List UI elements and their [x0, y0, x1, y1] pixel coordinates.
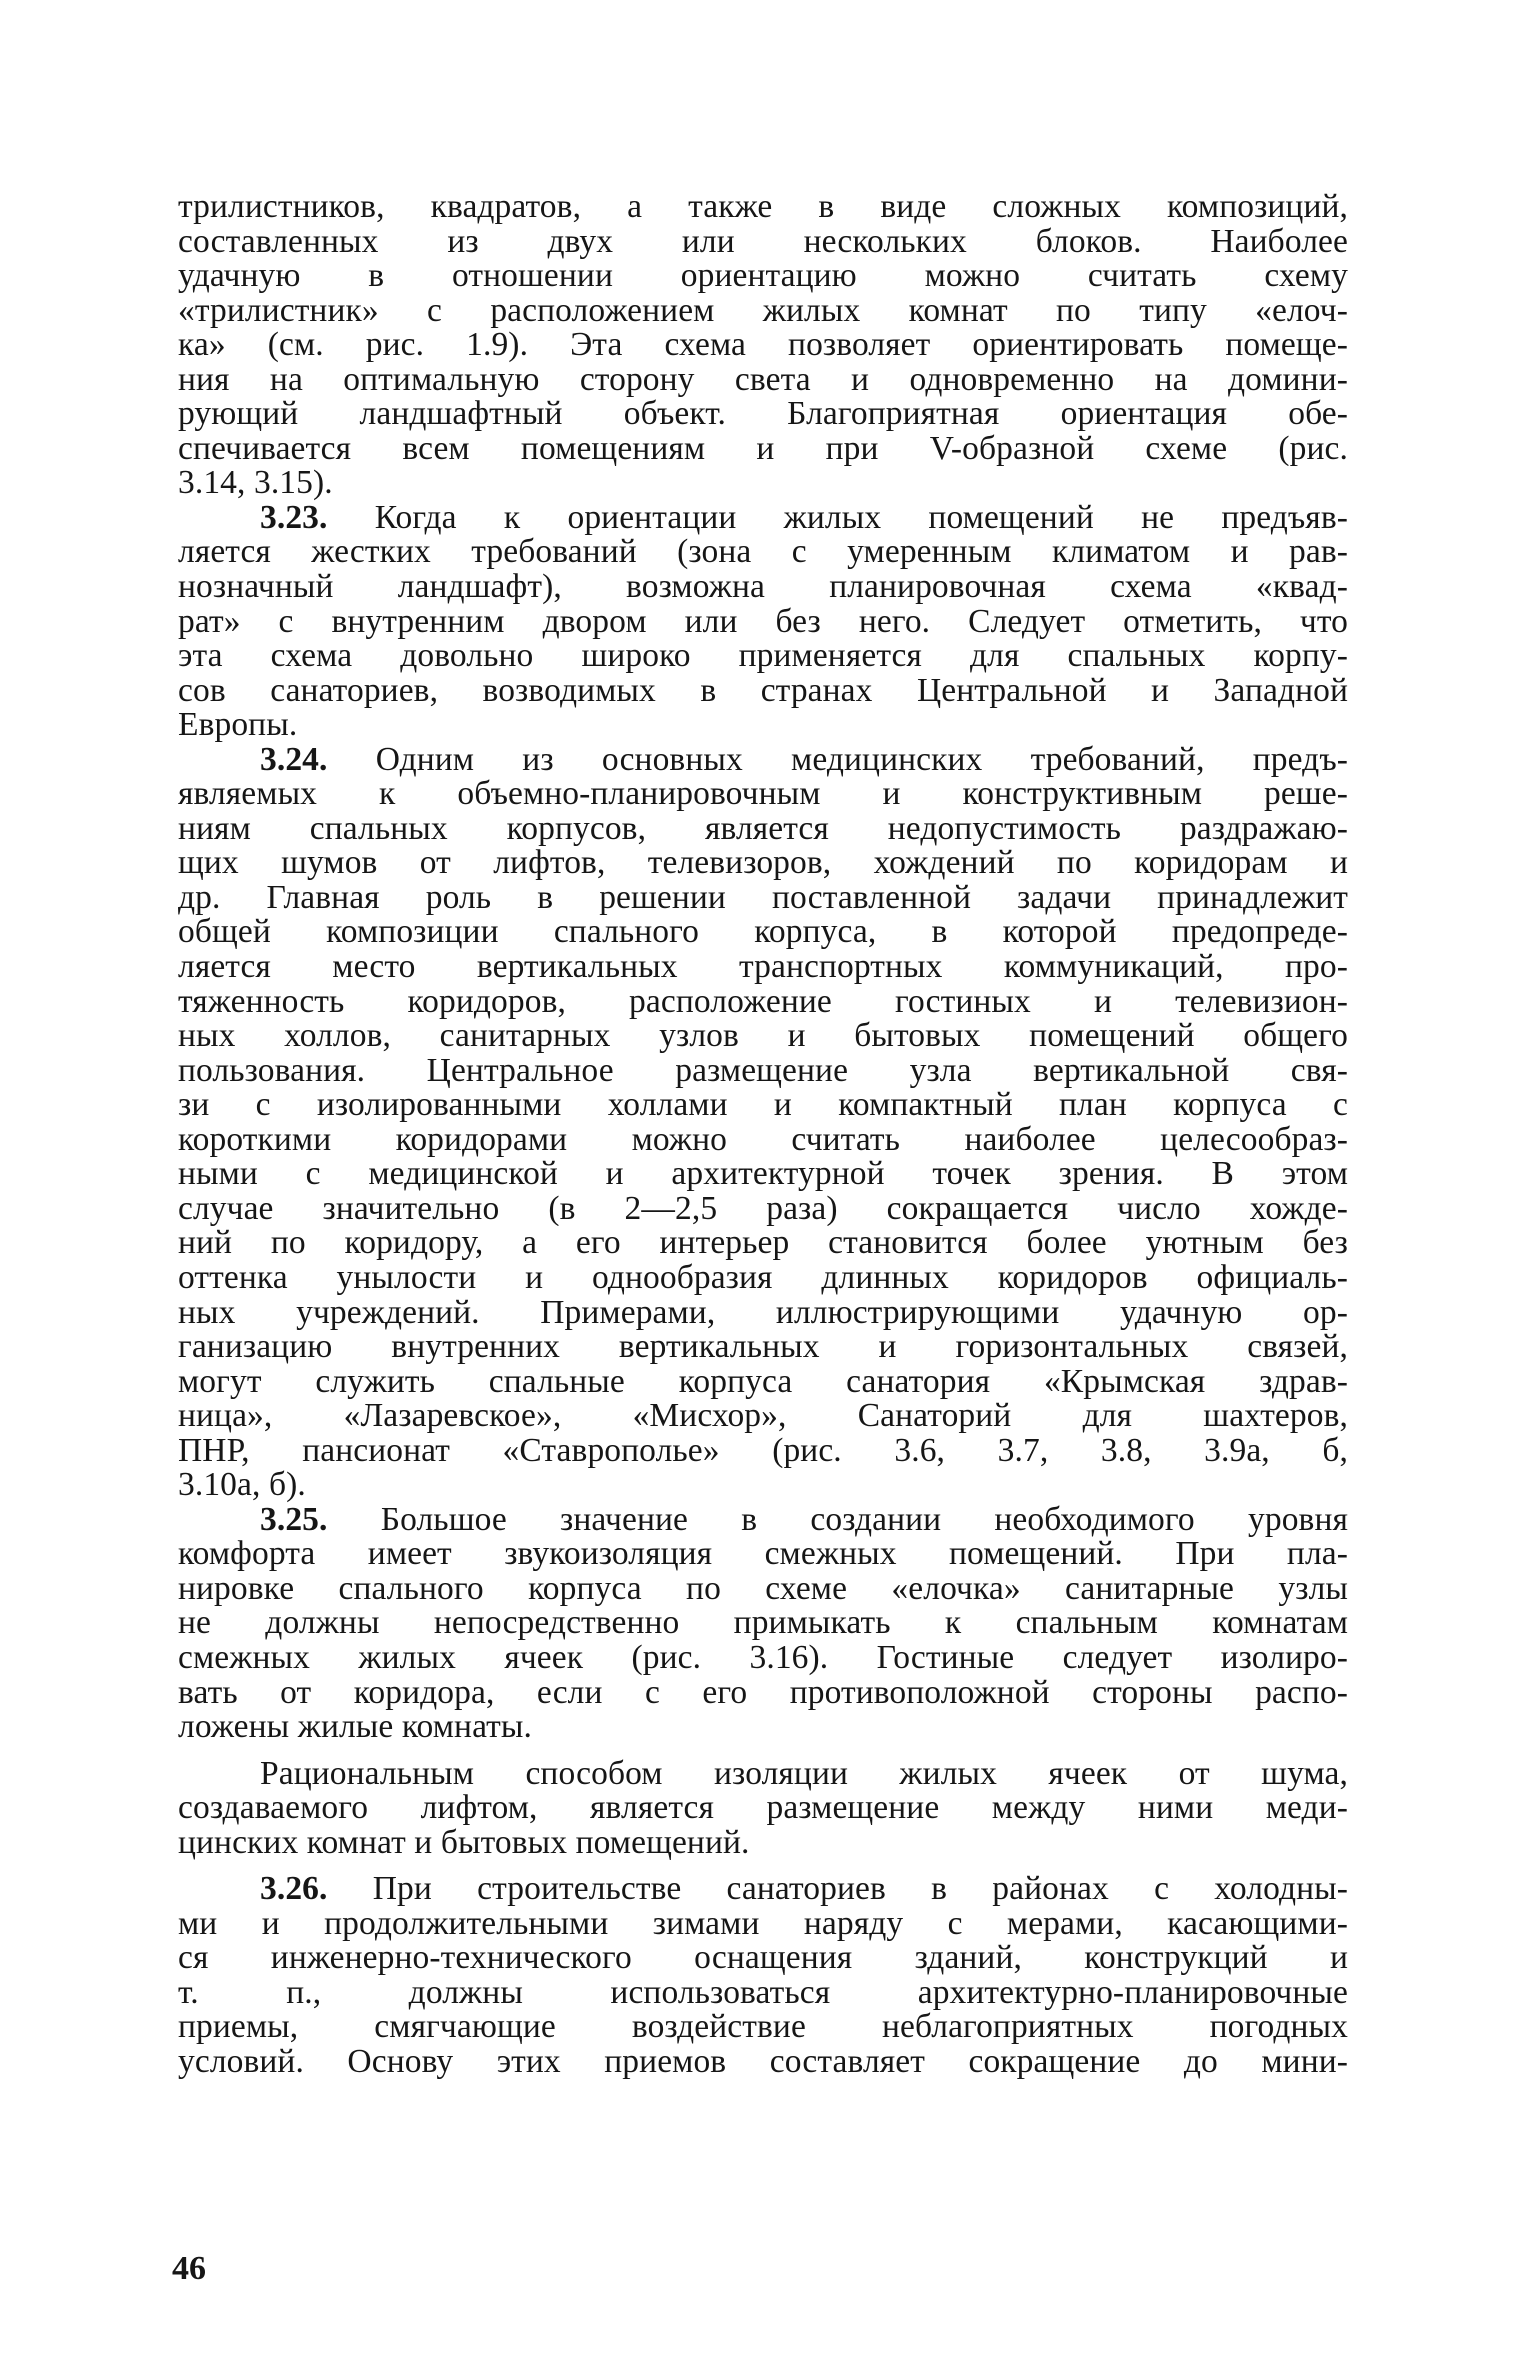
- text-line: условий. Основу этих приемов составляет сокращение до мини-: [178, 2044, 1348, 2080]
- section-number: 3.24.: [260, 742, 328, 778]
- text-line: приемы, смягчающие воздействие неблагоприятных погодных: [178, 2010, 1348, 2045]
- text-line: 3.10а, б).: [178, 1468, 306, 1503]
- text-line-first: [178, 501, 1348, 536]
- paragraph-3-25: [178, 1503, 1348, 1745]
- page-number: 46: [172, 2250, 206, 2287]
- text-line: общей композиции спального корпуса, в которой предопреде-: [178, 915, 1348, 951]
- text-line: тяженность коридоров, расположение гостиных и телевизион-: [178, 984, 1348, 1020]
- text-line: ляется место вертикальных транспортных коммуникаций, про-: [178, 950, 1348, 985]
- text-line: ний по коридору, а его интерьер становится более уютным без: [178, 1226, 1348, 1261]
- text-line: ница», «Лазаревское», «Мисхор», Санаторий для шахтеров,: [178, 1399, 1348, 1434]
- text-line: При строительстве санаториев в районах с холодны-: [327, 1872, 1348, 1907]
- section-number: 3.25.: [260, 1502, 328, 1538]
- paragraph-gap: [178, 1860, 1348, 1872]
- text-line: ложены жилые комнаты.: [178, 1710, 532, 1745]
- text-line: эта схема довольно широко применяется для спальных корпу-: [178, 639, 1348, 674]
- text-line: ПНР, пансионат «Ставрополье» (рис. 3.6, 3.7, 3.8, 3.9а, б,: [178, 1433, 1348, 1469]
- text-line: ных холлов, санитарных узлов и бытовых помещений общего: [178, 1019, 1348, 1054]
- text-line: ка» (см. рис. 1.9). Эта схема позволяет ориентировать помеще-: [178, 328, 1348, 363]
- paragraph-gap: [178, 1745, 1348, 1757]
- text-line: ганизацию внутренних вертикальных и горизонтальных связей,: [178, 1330, 1348, 1365]
- text-line: удачную в отношении ориентацию можно считать схему: [178, 259, 1348, 294]
- text-line: не должны непосредственно примыкать к спальным комнатам: [178, 1606, 1348, 1641]
- paragraph-3-26: [178, 1872, 1348, 2079]
- text-line: ными с медицинской и архитектурной точек зрения. В этом: [178, 1157, 1348, 1192]
- text-line-first: [178, 1503, 1348, 1538]
- text-line: ных учреждений. Примерами, иллюстрирующими удачную ор-: [178, 1295, 1348, 1331]
- text-line: ния на оптимальную сторону света и одновременно на домини-: [178, 362, 1348, 398]
- text-line: нозначный ландшафт), возможна планировочная схема «квад-: [178, 570, 1348, 605]
- text-line: короткими коридорами можно считать наиболее целесообраз-: [178, 1122, 1348, 1158]
- text-line: рующий ландшафтный объект. Благоприятная ориентация обе-: [178, 397, 1348, 432]
- text-line: составленных из двух или нескольких блоков. Наиболее: [178, 224, 1348, 260]
- text-line: создаваемого лифтом, является размещение между ними меди-: [178, 1791, 1348, 1826]
- text-line: др. Главная роль в решении поставленной задачи принадлежит: [178, 880, 1348, 916]
- text-line: смежных жилых ячеек (рис. 3.16). Гостиные следует изолиро-: [178, 1640, 1348, 1676]
- paragraph-3-24: [178, 743, 1348, 1503]
- text-line: ниям спальных корпусов, является недопустимость раздражаю-: [178, 811, 1348, 847]
- text-line: спечивается всем помещениям и при V-образной схеме (рис.: [178, 431, 1348, 467]
- paragraph-isolation: [178, 1757, 1348, 1861]
- section-number: 3.26.: [260, 1872, 328, 1907]
- text-line: комфорта имеет звукоизоляция смежных помещений. При пла-: [178, 1537, 1348, 1572]
- text-line: Одним из основных медицинских требований, предъ-: [327, 742, 1348, 778]
- text-line: являемых к объемно-планировочным и конструктивным реше-: [178, 777, 1348, 812]
- text-line: Когда к ориентации жилых помещений не предъяв-: [327, 500, 1348, 536]
- text-line: оттенка унылости и однообразия длинных коридоров официаль-: [178, 1260, 1348, 1296]
- text-line: случае значительно (в 2—2,5 раза) сокращается число хожде-: [178, 1191, 1348, 1227]
- text-line: вать от коридора, если с его противоположной стороны распо-: [178, 1675, 1348, 1711]
- text-line: могут служить спальные корпуса санатория «Крымская здрав-: [178, 1364, 1348, 1400]
- text-line: Европы.: [178, 708, 298, 743]
- body-text: [178, 190, 1348, 2080]
- text-line: ляется жестких требований (зона с умеренным климатом и рав-: [178, 535, 1348, 571]
- text-line: т. п., должны использоваться архитектурно-планировочные: [178, 1975, 1348, 2011]
- section-number: 3.23.: [260, 500, 328, 536]
- paragraph-1: [178, 190, 1348, 501]
- text-line: трилистников, квадратов, а также в виде сложных композиций,: [178, 190, 1348, 225]
- text-line: ся инженерно-технического оснащения зданий, конструкций и: [178, 1941, 1348, 1976]
- text-line-first: [178, 743, 1348, 778]
- text-line-first: [178, 1872, 1348, 1907]
- text-line: сов санаториев, возводимых в странах Центральной и Западной: [178, 673, 1348, 709]
- text-line: 3.14, 3.15).: [178, 466, 333, 501]
- text-line: пользования. Центральное размещение узла вертикальной свя-: [178, 1053, 1348, 1089]
- text-line: цинских комнат и бытовых помещений.: [178, 1825, 750, 1861]
- text-line: Большое значение в создании необходимого уровня: [327, 1502, 1348, 1538]
- text-line: ми и продолжительными зимами наряду с мерами, касающими-: [178, 1906, 1348, 1942]
- paragraph-3-23: [178, 501, 1348, 743]
- text-line: щих шумов от лифтов, телевизоров, хождений по коридорам и: [178, 846, 1348, 881]
- text-line: нировке спального корпуса по схеме «елочка» санитарные узлы: [178, 1571, 1348, 1607]
- text-line: зи с изолированными холлами и компактный план корпуса с: [178, 1088, 1348, 1123]
- text-line: Рациональным способом изоляции жилых ячеек от шума,: [260, 1756, 1348, 1792]
- text-line: «трилистник» с расположением жилых комнат по типу «елоч-: [178, 293, 1348, 329]
- text-line: рат» с внутренним двором или без него. Следует отметить, что: [178, 604, 1348, 640]
